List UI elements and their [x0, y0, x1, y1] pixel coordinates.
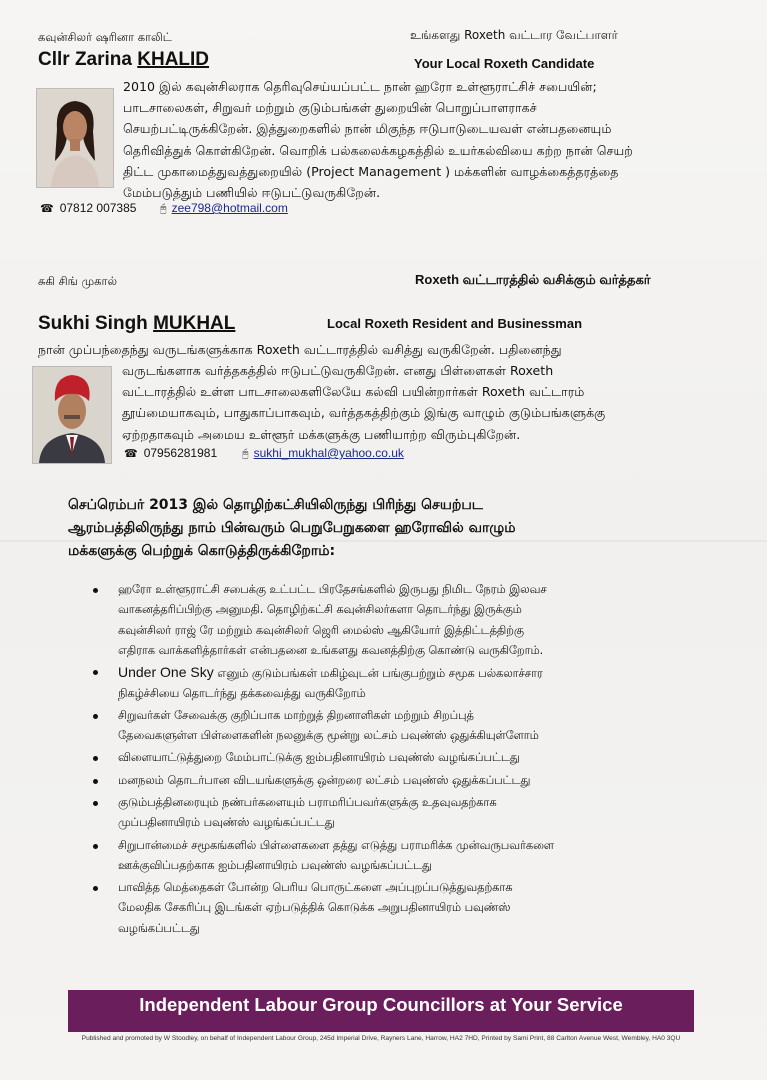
footer-banner-text: Independent Labour Group Councillors at Your Service	[139, 994, 623, 1015]
list-item-line: சிறுபான்மைச் சமூகங்களில் பிள்ளைகளை தத்து எடுத்து பராமரிக்க முன்வருபவர்களை	[118, 838, 554, 852]
list-item-line: கவுன்சிலர் ராஜ் ரே மற்றும் கவுன்சிலர் ஜெரி மைல்ஸ் ஆகியோர் இத்திட்டத்திற்கு	[118, 623, 524, 637]
candidate2-email-link[interactable]: sukhi_mukhal@yahoo.co.uk	[253, 446, 404, 460]
list-item-line: குடும்பத்தினரையும் நண்பர்களையும் பராமரிப்பவர்களுக்கு உதவுவதற்காக	[118, 795, 497, 809]
achievements-heading-line: செப்ரெம்பர் 2013 இல் தொழிற்கட்சியிலிருந்து பிரிந்து செயற்பட	[68, 497, 483, 513]
candidate1-tamil-tagline: உங்களது Roxeth வட்டார வேட்பாளர்	[410, 28, 618, 42]
list-item	[93, 836, 693, 877]
candidate1-phone-row	[40, 201, 136, 215]
bullet-icon	[93, 844, 98, 849]
bullet-icon	[93, 779, 98, 784]
list-item-line: தேவைகளுள்ள பிள்ளைகளின் நலனுக்கு மூன்று லட்சம் பவுண்ஸ் ஒதுக்கியுள்ளோம்	[118, 729, 539, 743]
list-item-line: எதிராக வாக்களித்தார்கள் என்பதனை உங்களது கவனத்திற்கு கொண்டு வருகிறோம்.	[118, 643, 544, 657]
telephone-icon: ☎	[124, 448, 138, 460]
candidate2-bio-first	[38, 339, 718, 360]
list-item-line: மனநலம் தொடர்பான விடயங்களுக்கு ஒன்றரை லட்சம் பவுண்ஸ் ஒதுக்கப்பட்டது	[118, 773, 531, 787]
achievements-list	[93, 580, 693, 939]
candidate1-bio-line: தெரிவித்துக் கொள்கிறேன். வொறிக் பல்கலைக்கழகத்தில் உயர்கல்வியை கற்ற நான் செயற்	[123, 142, 633, 158]
list-item	[93, 748, 693, 768]
list-item	[93, 771, 693, 791]
list-item-line: வழங்கப்பட்டது	[118, 921, 200, 935]
list-item-line: விளையாட்டுத்துறை மேம்பாட்டுக்கு ஐம்பதினாயிரம் பவுண்ஸ் வழங்கப்பட்டது	[118, 751, 520, 765]
list-item	[93, 706, 693, 747]
list-item-line: பாவித்த மெத்தைகள் போன்ற பெரிய பொருட்களை அப்புறப்படுத்துவதற்காக	[118, 881, 513, 895]
candidate2-bio-line: ஏற்றதாகவும் அமைய உள்ளூர் மக்களுக்கு பணியாற்ற விரும்புகிறேன்.	[122, 426, 521, 442]
candidate1-email-link[interactable]: zee798@hotmail.com	[171, 201, 288, 215]
candidate1-photo	[36, 88, 114, 188]
candidate2-phone-row	[124, 446, 217, 460]
candidate2-bio-line: வருடங்களாக வர்த்தகத்தில் ஈடுபட்டுவருகிறேன். எனது பிள்ளைகள் Roxeth	[122, 363, 554, 378]
list-item-line	[118, 662, 693, 684]
bullet-icon	[93, 588, 98, 593]
candidate1-tagline: Your Local Roxeth Candidate	[414, 56, 595, 71]
candidate1-bio-line: மேம்படுத்தும் பணியில் ஈடுபட்டுவருகிறேன்.	[123, 185, 381, 201]
bullet-icon	[93, 801, 98, 806]
candidate2-tagline: Local Roxeth Resident and Businessman	[327, 316, 583, 331]
achievements-heading	[68, 494, 708, 563]
candidate1-bio-line: 2010 இல் கவுன்சிலராக தெரிவுசெய்யப்பட்ட நான் ஹரோ உள்ளூராட்சிச் சபையின்;	[123, 79, 597, 94]
list-item-line: ஊக்குவிப்பதற்காக ஐம்பதினாயிரம் பவுண்ஸ் வழங்கப்பட்டது	[118, 858, 432, 872]
list-item	[93, 793, 693, 834]
footer-banner	[68, 990, 694, 1032]
candidate1-email-row	[160, 201, 288, 216]
candidate2-tamil-tagline-text: Roxeth வட்டாரத்தில் வசிக்கும் வர்த்தகர்	[415, 272, 651, 287]
candidate2-tamil-name: சுகி சிங் முகால்	[38, 274, 117, 288]
candidate1-bio-line: செயற்பட்டிருக்கிறேன். இத்துறைகளில் நான் மிகுந்த ஈடுபாடுடையவள் என்பதனையும்	[123, 121, 612, 137]
list-item-line: சிறுவர்கள் சேவைக்கு குறிப்பாக மாற்றுத் திறனாளிகள் மற்றும் சிறப்புத்	[118, 708, 474, 722]
candidate1-phone: 07812 007385	[59, 201, 137, 215]
mouse-icon: 🖰	[242, 448, 249, 460]
candidate2-bio-line: தூய்மையாகவும், பாதுகாப்பாகவும், வர்த்தகத்திற்கும் இங்கு வாழும் குடும்பங்களுக்கு	[122, 405, 606, 421]
list-item-line: நிகழ்ச்சியை தொடர்ந்து தக்கவைத்து வருகிறோம்	[118, 687, 366, 701]
candidate1-name	[38, 49, 209, 71]
under-one-sky-label: Under One Sky	[118, 664, 214, 681]
list-item-line-rest: எனும் குடும்பங்கள் மகிழ்வுடன் பங்குபற்றும் சமூக பல்கலாச்சார	[213, 667, 543, 681]
achievements-heading-line: மக்களுக்கு பெற்றுக் கொடுத்திருக்கிறோம்:	[68, 543, 336, 559]
telephone-icon: ☎	[40, 203, 54, 215]
candidate1-surname: KHALID	[137, 49, 210, 70]
candidate1-tamil-name: கவுன்சிலர் ஷரினா காலிட்	[38, 30, 172, 44]
candidate1-bio	[123, 76, 723, 203]
list-item-line: முப்பதினாயிரம் பவுண்ஸ் வழங்கப்பட்டது	[118, 816, 335, 830]
bullet-icon	[93, 714, 98, 719]
bullet-icon	[93, 886, 98, 891]
candidate2-tamil-tagline	[415, 272, 651, 289]
bullet-icon	[93, 756, 98, 761]
candidate2-phone: 07956281981	[143, 446, 218, 460]
candidate1-name-prefix: Cllr Zarina	[38, 49, 138, 70]
candidate2-email-row	[242, 446, 404, 461]
candidate2-surname: MUKHAL	[153, 313, 236, 334]
list-item	[93, 662, 693, 705]
list-item-line: வாகனத்தரிப்பிற்கு அனுமதி. தொழிற்கட்சி கவுன்சிலர்களா தொடர்ந்து இருக்கும்	[118, 603, 522, 617]
candidate2-name-prefix: Sukhi Singh	[38, 313, 154, 334]
candidate1-bio-line: பாடசாலைகள், சிறுவர் மற்றும் குடும்பங்கள் துறையின் பொறுப்பாளராகச்	[123, 100, 537, 116]
list-item-line: ஹரோ உள்ளூராட்சி சபைக்கு உட்பட்ட பிரதேசங்களில் இருபது நிமிட நேரம் இலவச	[118, 583, 547, 596]
list-item-line: மேலதிக சேகரிப்பு இடங்கள் ஏற்படுத்திக் கொடுக்க அறுபதினாயிரம் பவுண்ஸ்	[118, 901, 511, 915]
bullet-icon	[93, 670, 98, 675]
candidate2-bio	[122, 360, 722, 445]
list-item	[93, 580, 693, 661]
candidate2-bio-line: நான் முப்பந்தைந்து வருடங்களுக்காக Roxeth வட்டாரத்தில் வசித்து வருகிறேன். பதினைந்து	[38, 342, 562, 357]
achievements-heading-line: ஆரம்பத்திலிருந்து நாம் பின்வரும் பெறுபேறுகளை ஹரோவில் வாழும்	[68, 520, 516, 536]
candidate2-bio-line: வட்டாரத்தில் உள்ள பாடசாலைகளிலேயே கல்வி பயின்றார்கள் Roxeth வட்டாரம்	[122, 384, 585, 400]
candidate2-photo	[32, 366, 112, 464]
mouse-icon: 🖰	[160, 203, 167, 215]
list-item	[93, 878, 693, 939]
candidate2-name	[38, 313, 235, 335]
imprint-text: Published and promoted by W Stoodley, on behalf of Independent Labour Group, 245d Imperial Drive, Rayners Lane, Harrow, HA2 7HD, Printed by Sami Print, 88 Carlton Avenue West, Wembley, HA0 3QU	[81, 1035, 681, 1042]
candidate1-bio-line: திட்ட முகாமைத்துவத்துறையில் (Project Management ) மக்களின் வாழக்கைத்தரத்தை	[123, 163, 619, 179]
